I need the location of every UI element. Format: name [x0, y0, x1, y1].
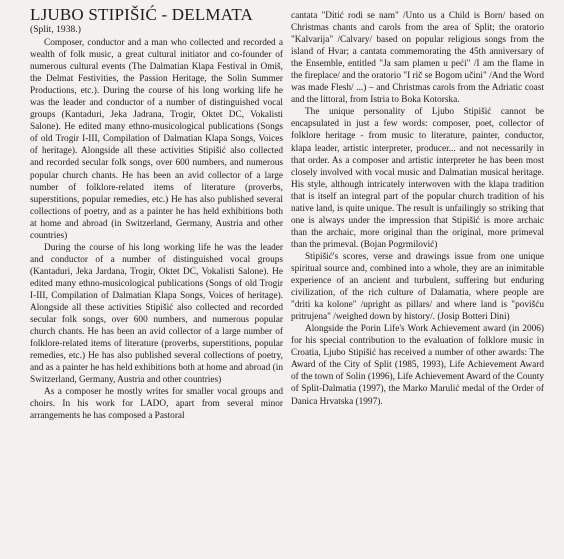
page-title: LJUBO STIPIŠIĆ - DELMATA	[30, 5, 254, 24]
paragraph: Stipišić's scores, verse and drawings issue from one unique spiritual source and, combined into a whole, they are an inimitable experience of an ancient and turbulent, suffering but enduring civilization, of the rich culture of Dalamatia, where people are "driti ka kolone" /upright as pillars/ and where land is "povišću pritrujena" /weighed down by history/. (Josip Botteri Dini)	[291, 251, 544, 323]
paragraph: Composer, conductor and a man who collected and recorded a wealth of folk music, a great cultural initiator and co-founder of numerous cultural events (The Dalmatian Klapa Festival in Omiš, the Delmat Festivities, the Passion Heritage, the Solin Summer Productions, etc.). During the course of his long working life he was the leader and conductor of a number of distinguished vocal groups (Kantaduri, Jeka Jadrana, Trogir, Oktet DC, Vokalisti Salone). He edited many ethno-musicological publications (Songs of old Trogir I-III, Compilation of Dalmatian Klapa Songs, Voices of heritage). Alongside all these activities Stipišić also collected and recorded secular folk songs, over 600 numbers, and numerous popular church chants. He has been an avid collector of a large number of folklore-related items of literature (proverbs, superstitions, popular remedies, etc.) He has also published several collections of poetry, and as a painter he has held exhibitions both at home and abroad (in Switzerland, Germany, Austria and other countries)	[30, 38, 283, 241]
paragraph: cantata "Ditić rodi se nam" /Unto us a Child is Born/ based on Christmas chants and carols from the area of Split; the oratorio "Kalvarija" /Calvary/ based on popular religious songs from the island of Hvar; a cantata commemorating the 45th anniversary of the Ensemble, entitled "Ja sam plamen u peći" /I am the flame in the fireplace/ and the oratorio "I rič se Bogom učini" /And the Word was made Flesh/ ...) – and Christmas carols from the Adriatic coast and the littoral, from Istria to Boka Kotorska.	[291, 11, 544, 106]
page-subtitle: (Split, 1938.)	[30, 24, 81, 35]
right-column	[291, 10, 544, 408]
paragraph: Alongside the Porin Life's Work Achievement award (in 2006) for his special contribution to the evaluation of folklore music in Croatia, Ljubo Stipišić has received a number of other awards: The Award of the City of Split (1985, 1993), Life Achievement Award of the town of Solin (1996), Life Achievement Award of the County of Split-Dalmatia (1997), the Marko Marulić medal of the Order of Danica Hrvatska (1997).	[291, 324, 544, 407]
paragraph: During the course of his long working life he was the leader and conductor of a number of distinguished vocal groups (Kantaduri, Jeka Jardana, Trogir, Oktet DC, Vokalisti Salone). He edited many ethno-musicological publications (Songs of old Trogir I-III, Compilation of Dalmatian Klapa Songs, Voices of heritage). Alongside all these activities Stipišić also collected and recorded secular folk songs, over 600 numbers, and numerous popular church chants. He has been an avid collector of a large number of folklore-related items of literature (proverbs, superstitions, popular remedies, etc.) He has also published several collections of poetry, and as a painter he has held exhibitions both at home and abroad (in Switzerland, Germany, Austria and other countries)	[30, 242, 283, 386]
paragraph: As a composer he mostly writes for smaller vocal groups and choirs. In his work for LADO, apart from several minor arrangements he has composed a Pastoral	[30, 387, 283, 422]
paragraph: The unique personality of Ljubo Stipišić cannot be encapsulated in just a few words: composer, poet, collector of folklore heritage - from music to literature, painter, conductor, klapa leader, artistic interpreter, producer... and not necessarily in that order. As a composer and artistic interpreter he has been most closely involved with vocal music and Dalmatian musical heritage. His style, although intricately interwoven with the klapa tradition that is itself an integral part of the popular church tradition of his native land, is quite unique. The result is unfailingly so striking that one is always under the impression that Stipišić is more archaic than the archaic, more original than the original, more primeval than the primeval. (Bojan Pogrmilović)	[291, 107, 544, 250]
left-column	[30, 6, 283, 423]
